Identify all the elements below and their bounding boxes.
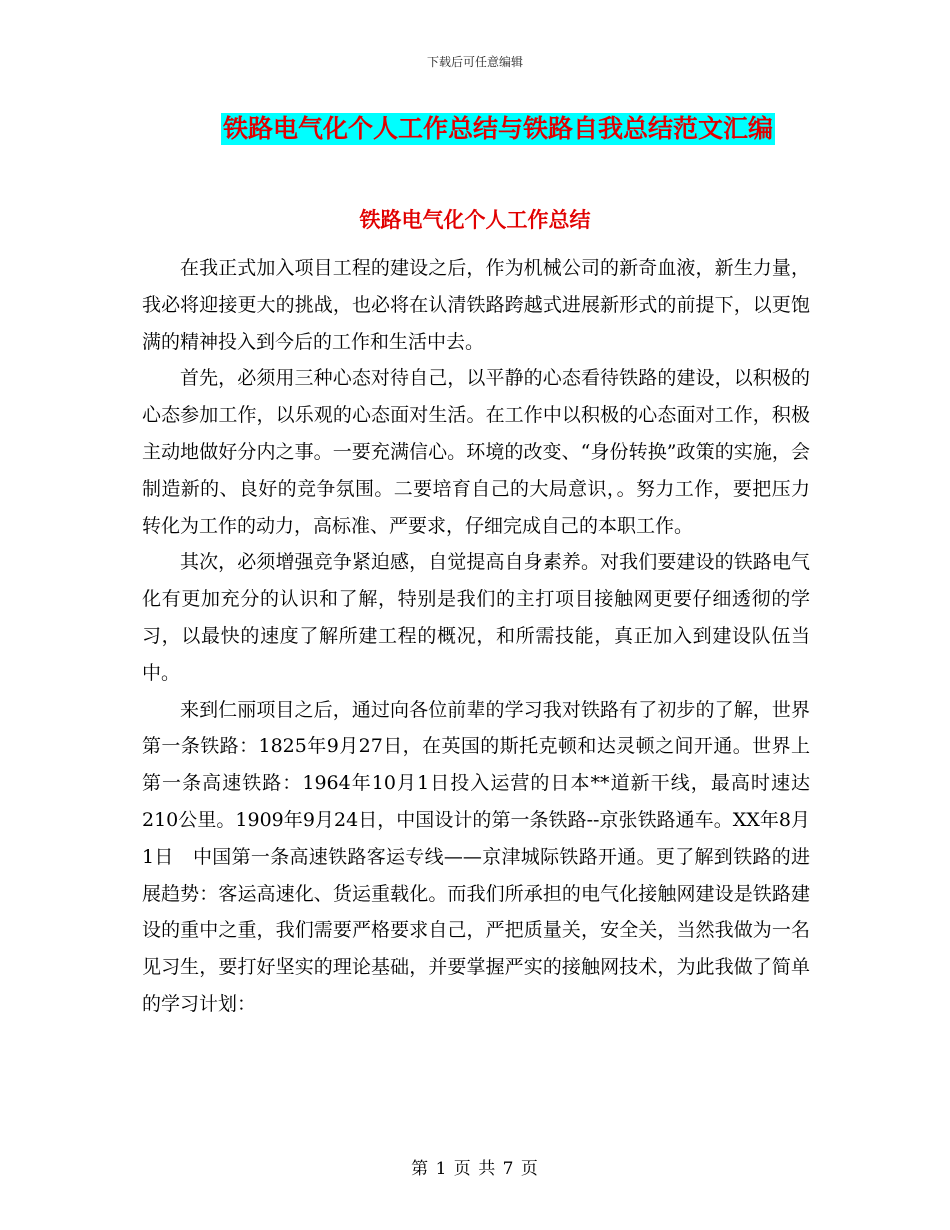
paragraph-2: 首先，必须用三种心态对待自己，以平静的心态看待铁路的建设，以积极的心态参加工作，以乐观的心态面对生活。在工作中以积极的心态面对工作，积极主动地做好分内之事。一要充满信心。环境的改变、“身份转换”政策的实施，会制造新的、良好的竞争氛围。二要培育自己的大局意识，。努力工作，要把压力转化为工作的动力，高标准、严要求，仔细完成自己的本职工作。 [142,367,810,537]
paragraph-4: 来到仁丽项目之后，通过向各位前辈的学习我对铁路有了初步的了解，世界第一条铁路：1825年9月27日，在英国的斯托克顿和达灵顿之间开通。世界上第一条高速铁路：1964年10月1日投入运营的日本**道新干线，最高时速达210公里。1909年9月24日，中国设计的第一条铁路--京张铁路通车。XX年8月1日 中国第一条高速铁路客运专线——京津城际铁路开通。更了解到铁路的进展趋势：客运高速化、货运重载化。而我们所承担的电气化接触网建设是铁路建设的重中之重，我们需要严格要求自己，严把质量关，安全关，当然我做为一名见习生，要打好坚实的理论基础，并要掌握严实的接触网技术，为此我做了简单的学习计划： [142,698,810,1015]
document-title: 铁路电气化个人工作总结与铁路自我总结范文汇编 [222,114,773,143]
document-title-wrapper [0,113,950,145]
paragraph-1: 在我正式加入项目工程的建设之后，作为机械公司的新奇血液，新生力量，我必将迎接更大的挑战，也必将在认清铁路跨越式进展新形式的前提下，以更饱满的精神投入到今后的工作和生活中去。 [142,257,810,353]
page-footer: 第 1 页 共 7 页 [411,1159,539,1179]
paragraph-3: 其次，必须增强竞争紧迫感，自觉提高自身素养。对我们要建设的铁路电气化有更加充分的认识和了解，特别是我们的主打项目接触网更要仔细透彻的学习，以最快的速度了解所建工程的概况，和所需技能，真正加入到建设队伍当中。 [142,551,810,684]
document-body [142,250,810,1023]
section-title: 铁路电气化个人工作总结 [359,208,591,232]
header-note: 下载后可任意编辑 [426,55,523,69]
